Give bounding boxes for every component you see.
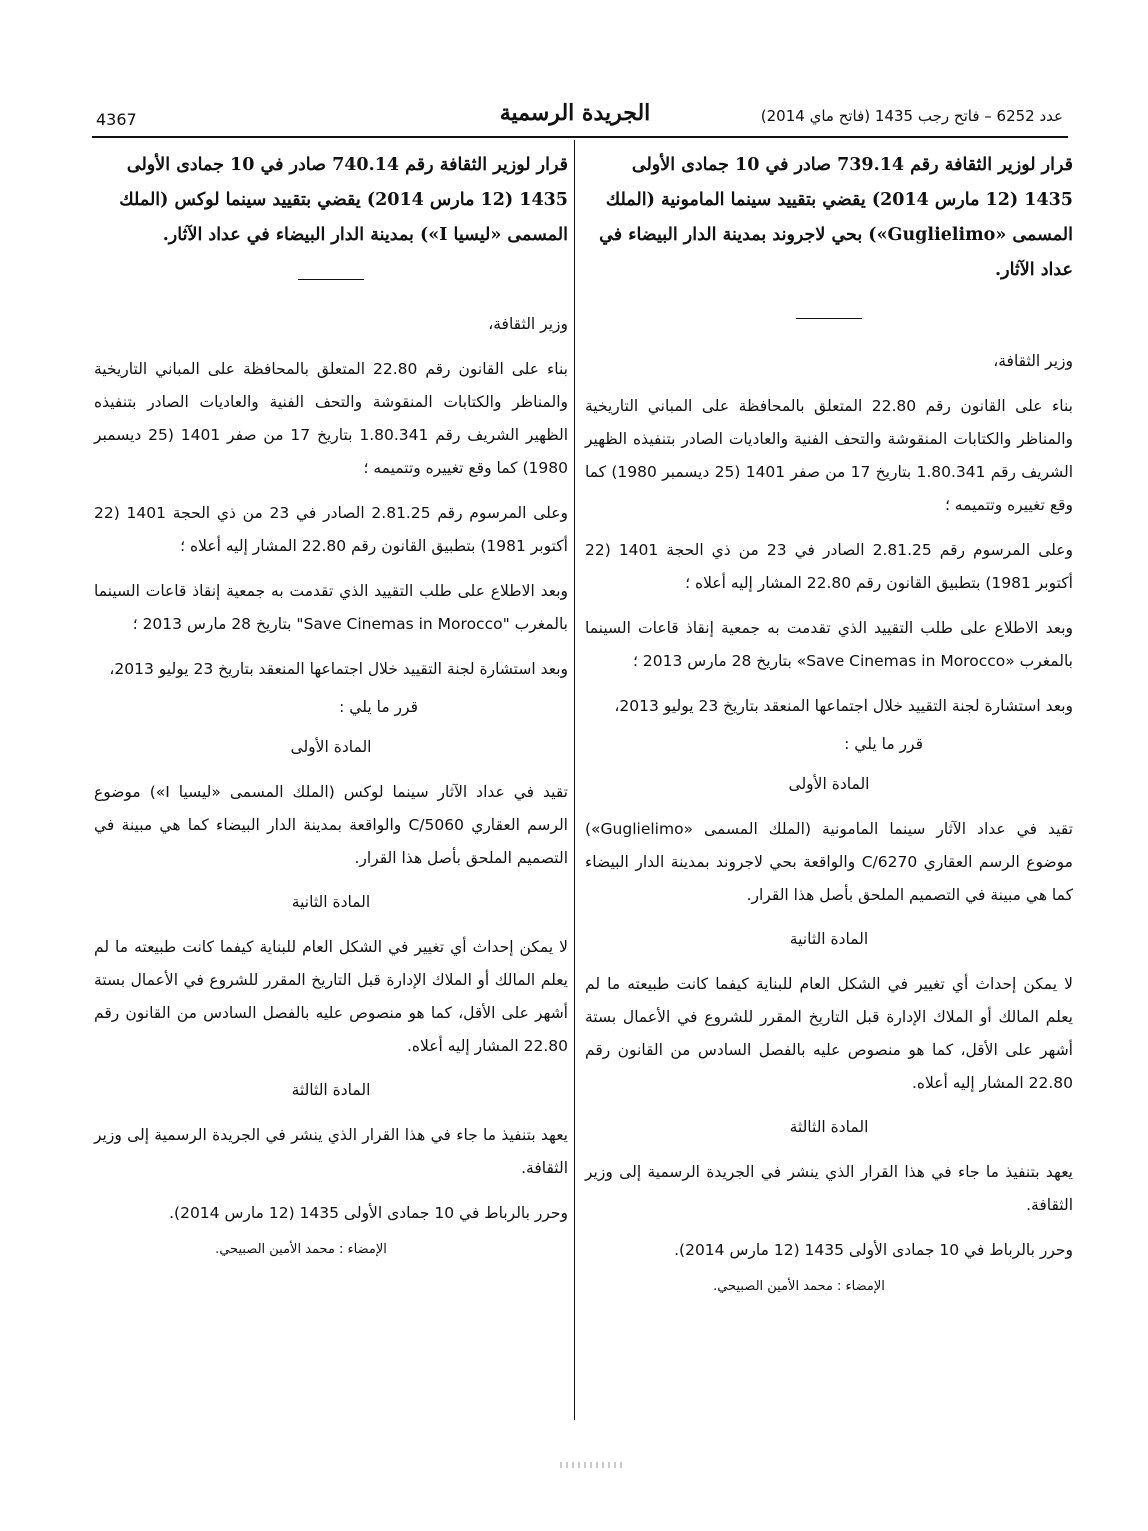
issue-line: عدد 6252 – فاتح رجب 1435 (فاتح ماي 2014) (760, 107, 1063, 125)
dated-line: وحرر بالرباط في 10 جمادى الأولى 1435 (12 مارس 2014). (169, 1204, 568, 1222)
decided-line: قرر ما يلي : (844, 735, 923, 753)
page-number: 4367 (96, 110, 137, 129)
preamble-request: وبعد الاطلاع على طلب التقييد الذي تقدمت به جمعية إنقاذ قاعات السينما بالمغرب "Save Cinemas in Morocco" بتاريخ 28 مارس 2013 ؛ (94, 582, 568, 633)
article-1-heading: المادة الأولى (290, 738, 372, 756)
article-3-text: يعهد بتنفيذ ما جاء في هذا القرار الذي ينشر في الجريدة الرسمية إلى وزير الثقافة. (94, 1126, 568, 1177)
article-2-text: لا يمكن إحداث أي تغيير في الشكل العام للبناية كيفما كانت طبيعته ما لم يعلم المالك أو الملاك الإدارة قبل التاريخ المقرر للشروع في الأعمال بستة أشهر على الأقل، كما هو منصوص عليه بالفصل السادس من القانون رقم 22.80 المشار إليه أعلاه. (94, 938, 568, 1055)
minister-line: وزير الثقافة، (488, 315, 568, 333)
dated-line: وحرر بالرباط في 10 جمادى الأولى 1435 (12 مارس 2014). (674, 1241, 1073, 1259)
decree-740-column (94, 148, 568, 1270)
signature-line: الإمضاء : محمد الأمين الصبيحي. (713, 1279, 885, 1294)
decree-title: قرار لوزير الثقافة رقم 740.14 صادر في 10 جمادى الأولى 1435 (12 مارس 2014) يقضي بتقييد سينما لوكس (الملك المسمى «ليسيا I») بمدينة الدار البيضاء في عداد الآثار. (119, 155, 568, 245)
article-1-text: تقيد في عداد الآثار سينما المامونية (الملك المسمى «Guglielimo») موضوع الرسم العقاري C/6270 والواقعة بحي لاجروند بمدينة الدار البيضاء كما هي مبينة في التصميم الملحق بأصل هذا القرار. (585, 820, 1073, 904)
scan-artifact (560, 1462, 624, 1468)
decree-title: قرار لوزير الثقافة رقم 739.14 صادر في 10 جمادى الأولى 1435 (12 مارس 2014) يقضي بتقييد سينما المامونية (الملك المسمى «Guglielimo») بحي لاجروند بمدينة الدار البيضاء في عداد الآثار. (599, 155, 1073, 280)
preamble-request: وبعد الاطلاع على طلب التقييد الذي تقدمت به جمعية إنقاذ قاعات السينما بالمغرب «Save Cinemas in Morocco» بتاريخ 28 مارس 2013 ؛ (585, 619, 1073, 670)
article-3-heading: المادة الثالثة (291, 1081, 371, 1099)
minister-line: وزير الثقافة، (993, 352, 1073, 370)
title-separator (796, 318, 862, 319)
article-3-text: يعهد بتنفيذ ما جاء في هذا القرار الذي ينشر في الجريدة الرسمية إلى وزير الثقافة. (585, 1163, 1073, 1214)
preamble-decree: وعلى المرسوم رقم 2.81.25 الصادر في 23 من ذي الحجة 1401 (22 أكتوبر 1981) بتطبيق القانون رقم 22.80 المشار إليه أعلاه ؛ (585, 541, 1073, 592)
preamble-decree: وعلى المرسوم رقم 2.81.25 الصادر في 23 من ذي الحجة 1401 (22 أكتوبر 1981) بتطبيق القانون رقم 22.80 المشار إليه أعلاه ؛ (94, 504, 568, 555)
preamble-committee: وبعد استشارة لجنة التقييد خلال اجتماعها المنعقد بتاريخ 23 يوليو 2013، (109, 660, 568, 678)
article-1-text: تقيد في عداد الآثار سينما لوكس (الملك المسمى «ليسيا I») موضوع الرسم العقاري C/5060 والواقعة بمدينة الدار البيضاء كما هي مبينة في التصميم الملحق بأصل هذا القرار. (94, 783, 568, 867)
header-rule (92, 136, 1068, 138)
column-divider (574, 140, 575, 1420)
title-separator (298, 279, 364, 280)
article-2-heading: المادة الثانية (291, 893, 371, 911)
decree-739-column (585, 148, 1073, 1307)
preamble-law: بناء على القانون رقم 22.80 المتعلق بالمحافظة على المباني التاريخية والمناظر والكتابات المنقوشة والتحف الفنية والعاديات الصادر بتنفيذه الظهير الشريف رقم 1.80.341 بتاريخ 17 من صفر 1401 (25 ديسمبر 1980) كما وقع تغييره وتتميمه ؛ (94, 360, 569, 477)
decided-line: قرر ما يلي : (339, 698, 418, 716)
preamble-law: بناء على القانون رقم 22.80 المتعلق بالمحافظة على المباني التاريخية والمناظر والكتابات المنقوشة والتحف الفنية والعاديات الصادر بتنفيذه الظهير الشريف رقم 1.80.341 بتاريخ 17 من صفر 1401 (25 ديسمبر 1980) كما وقع تغييره وتتميمه ؛ (585, 397, 1074, 514)
article-2-heading: المادة الثانية (789, 930, 869, 948)
article-2-text: لا يمكن إحداث أي تغيير في الشكل العام للبناية كيفما كانت طبيعته ما لم يعلم المالك أو الملاك الإدارة قبل التاريخ المقرر للشروع في الأعمال بستة أشهر على الأقل، كما هو منصوص عليه بالفصل السادس من القانون رقم 22.80 المشار إليه أعلاه. (585, 975, 1073, 1092)
preamble-committee: وبعد استشارة لجنة التقييد خلال اجتماعها المنعقد بتاريخ 23 يوليو 2013، (614, 697, 1073, 715)
article-3-heading: المادة الثالثة (789, 1118, 869, 1136)
signature-line: الإمضاء : محمد الأمين الصبيحي. (215, 1242, 387, 1257)
article-1-heading: المادة الأولى (788, 775, 870, 793)
gazette-title: الجريدة الرسمية (499, 100, 651, 126)
